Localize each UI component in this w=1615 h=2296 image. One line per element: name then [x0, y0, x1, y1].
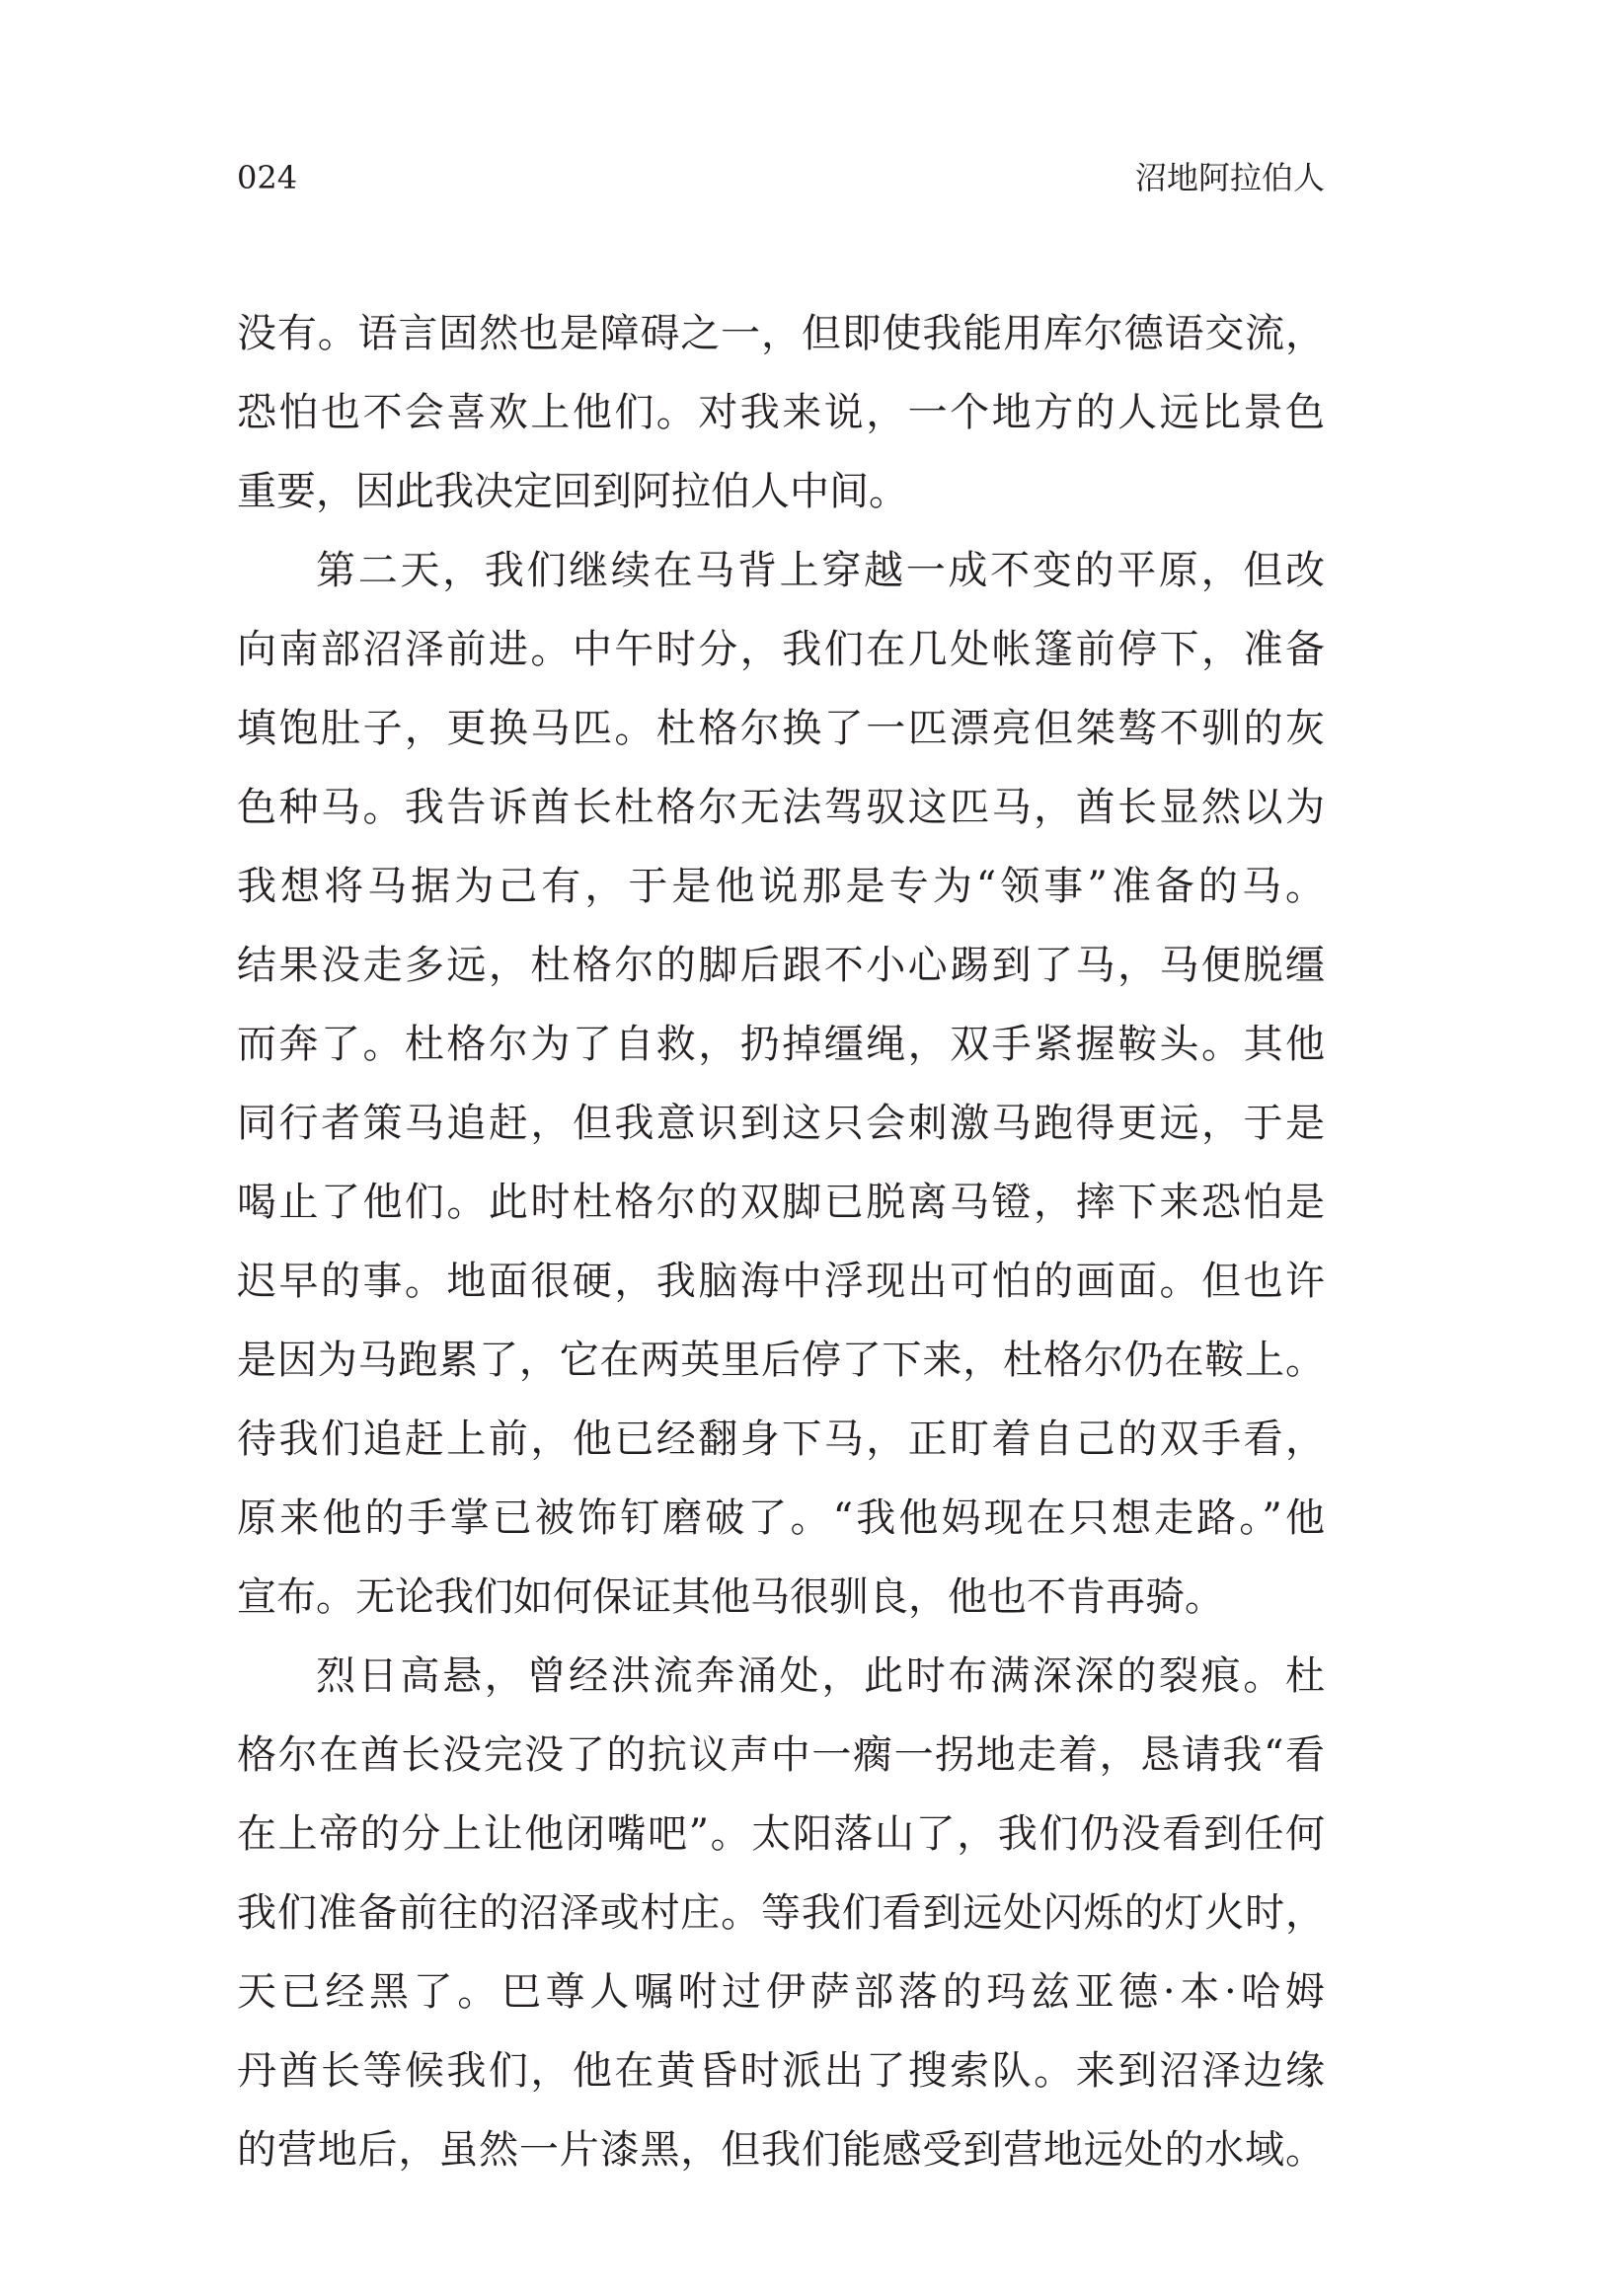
- text-line: 待我们追赶上前，他已经翻身下马，正盯着自己的双手看，: [237, 1416, 1325, 1462]
- text-line: 而奔了。杜格尔为了自救，扔掉缰绳，双手紧握鞍头。其他: [237, 1022, 1325, 1067]
- text-line: 宣布。无论我们如何保证其他马很驯良，他也不肯再骑。: [237, 1574, 1224, 1620]
- text-line: 喝止了他们。此时杜格尔的双脚已脱离马镫，摔下来恐怕是: [237, 1180, 1325, 1225]
- text-line: 结果没走多远，杜格尔的脚后跟不小心踢到了马，马便脱缰: [237, 943, 1325, 988]
- running-head: [237, 156, 1325, 199]
- text-line: 我想将马据为己有，于是他说那是专为“领事”准备的马。: [237, 864, 1325, 909]
- text-line: 是因为马跑累了，它在两英里后停了下来，杜格尔仍在鞍上。: [237, 1338, 1325, 1383]
- text-line: 没有。语言固然也是障碍之一，但即使我能用库尔德语交流，: [237, 311, 1325, 356]
- text-line: 的营地后，虽然一片漆黑，但我们能感受到营地远处的水域。: [237, 2127, 1325, 2173]
- text-line: 天已经黑了。巴尊人嘱咐过伊萨部落的玛兹亚德·本·哈姆: [237, 1969, 1325, 2015]
- text-line: 我们准备前往的沼泽或村庄。等我们看到远处闪烁的灯火时，: [237, 1890, 1325, 1936]
- text-line: 填饱肚子，更换马匹。杜格尔换了一匹漂亮但桀骜不驯的灰: [237, 706, 1325, 751]
- text-line: 格尔在酋长没完没了的抗议声中一瘸一拐地走着，恳请我“看: [237, 1732, 1325, 1778]
- text-line: 原来他的手掌已被饰钉磨破了。“我他妈现在只想走路。”他: [237, 1495, 1325, 1541]
- text-line: 在上帝的分上让他闭嘴吧”。太阳落山了，我们仍没看到任何: [237, 1811, 1325, 1857]
- text-line: 色种马。我告诉酋长杜格尔无法驾驭这匹马，酋长显然以为: [237, 785, 1325, 830]
- book-title: 沼地阿拉伯人: [1134, 159, 1325, 196]
- text-line: 同行者策马追赶，但我意识到这只会刺激马跑得更远，于是: [237, 1101, 1325, 1146]
- body-text: [237, 294, 1325, 2189]
- paragraph-first-line: 烈日高悬，曾经洪流奔涌处，此时布满深深的裂痕。杜: [316, 1653, 1325, 1699]
- text-line: 向南部沼泽前进。中午时分，我们在几处帐篷前停下，准备: [237, 627, 1325, 672]
- text-line: 恐怕也不会喜欢上他们。对我来说，一个地方的人远比景色: [237, 390, 1325, 435]
- text-line: 迟早的事。地面很硬，我脑海中浮现出可怕的画面。但也许: [237, 1259, 1325, 1304]
- text-line: 重要，因此我决定回到阿拉伯人中间。: [237, 469, 908, 514]
- page-number: 024: [237, 159, 298, 196]
- paragraph-first-line: 第二天，我们继续在马背上穿越一成不变的平原，但改: [316, 548, 1325, 593]
- text-line: 丹酋长等候我们，他在黄昏时派出了搜索队。来到沼泽边缘: [237, 2048, 1325, 2094]
